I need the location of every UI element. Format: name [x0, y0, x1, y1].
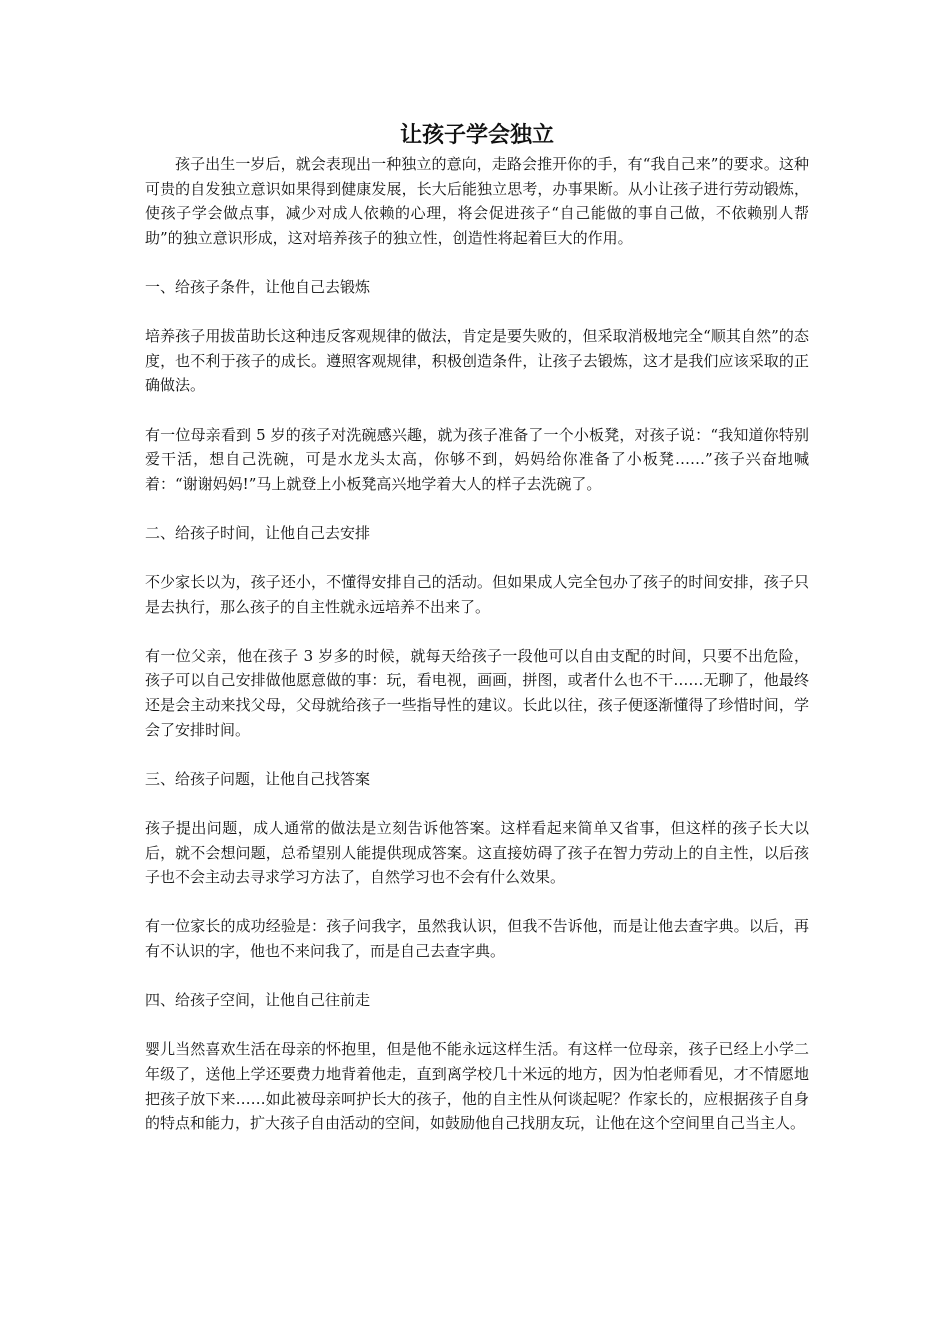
- spacer: [145, 496, 809, 521]
- spacer: [145, 890, 809, 915]
- spacer: [145, 742, 809, 767]
- section-1-heading: 一、给孩子条件，让他自己去锻炼: [145, 277, 371, 296]
- spacer: [145, 546, 809, 571]
- spacer: [145, 619, 809, 644]
- section-1-paragraph-2: 有一位母亲看到 5 岁的孩子对洗碗感兴趣，就为孩子准备了一个小板凳，对孩子说：“我知道你特别爱干活，想自己洗碗，可是水龙头太高，你够不到，妈妈给你准备了小板凳……”孩子兴奋地喊着：“谢谢妈妈!”马上就登上小板凳高兴地学着大人的样子去洗碗了。: [145, 425, 809, 493]
- section-2-paragraph-2: 有一位父亲，他在孩子 3 岁多的时候，就每天给孩子一段他可以自由支配的时间，只要不出危险，孩子可以自己安排做他愿意做的事：玩，看电视，画画，拼图，或者什么也不干……无聊了，他最终还是会主动来找父母，父母就给孩子一些指导性的建议。长此以往，孩子便逐渐懂得了珍惜时间，学会了安排时间。: [145, 646, 809, 739]
- section-3-paragraph-1: 孩子提出问题，成人通常的做法是立刻告诉他答案。这样看起来简单又省事，但这样的孩子长大以后，就不会想问题，总希望别人能提供现成答案。这直接妨碍了孩子在智力劳动上的自主性，以后孩子也不会主动去寻求学习方法了，自然学习也不会有什么效果。: [145, 819, 809, 887]
- section-3-heading: 三、给孩子问题，让他自己找答案: [145, 769, 371, 788]
- document-title: 让孩子学会独立: [399, 122, 554, 148]
- spacer: [145, 250, 809, 275]
- spacer: [145, 1013, 809, 1038]
- section-2-paragraph-1: 不少家长以为，孩子还小，不懂得安排自己的活动。但如果成人完全包办了孩子的时间安排，孩子只是去执行，那么孩子的自主性就永远培养不出来了。: [145, 573, 809, 616]
- spacer: [145, 300, 809, 325]
- intro-paragraph: 孩子出生一岁后，就会表现出一种独立的意向，走路会推开你的手，有“我自己来”的要求。这种可贵的自发独立意识如果得到健康发展，长大后能独立思考，办事果断。从小让孩子进行劳动锻炼，使孩子学会做点事，减少对成人依赖的心理，将会促进孩子“自己能做的事自己做，不依赖别人帮助”的独立意识形成，这对培养孩子的独立性，创造性将起着巨大的作用。: [145, 155, 809, 247]
- spacer: [145, 964, 809, 989]
- section-3-paragraph-2: 有一位家长的成功经验是：孩子问我字，虽然我认识，但我不告诉他，而是让他去查字典。以后，再有不认识的字，他也不来问我了，而是自己去查字典。: [145, 917, 809, 960]
- spacer: [145, 791, 809, 816]
- document-body: [145, 118, 809, 1136]
- section-1-paragraph-1: 培养孩子用拔苗助长这种违反客观规律的做法，肯定是要失败的，但采取消极地完全“顺其自然”的态度，也不利于孩子的成长。遵照客观规律，积极创造条件，让孩子去锻炼，这才是我们应该采取的正确做法。: [145, 327, 809, 395]
- spacer: [145, 398, 809, 423]
- section-4-heading: 四、给孩子空间，让他自己往前走: [145, 991, 371, 1010]
- section-2-heading: 二、给孩子时间，让他自己去安排: [145, 523, 371, 542]
- section-4-paragraph-1: 婴儿当然喜欢生活在母亲的怀抱里，但是他不能永远这样生活。有这样一位母亲，孩子已经上小学二年级了，送他上学还要费力地背着他走，直到离学校几十米远的地方，因为怕老师看见，才不情愿地把孩子放下来……如此被母亲呵护长大的孩子，他的自主性从何谈起呢？作家长的，应根据孩子自身的特点和能力，扩大孩子自由活动的空间，如鼓励他自己找朋友玩，让他在这个空间里自己当主人。: [145, 1040, 809, 1133]
